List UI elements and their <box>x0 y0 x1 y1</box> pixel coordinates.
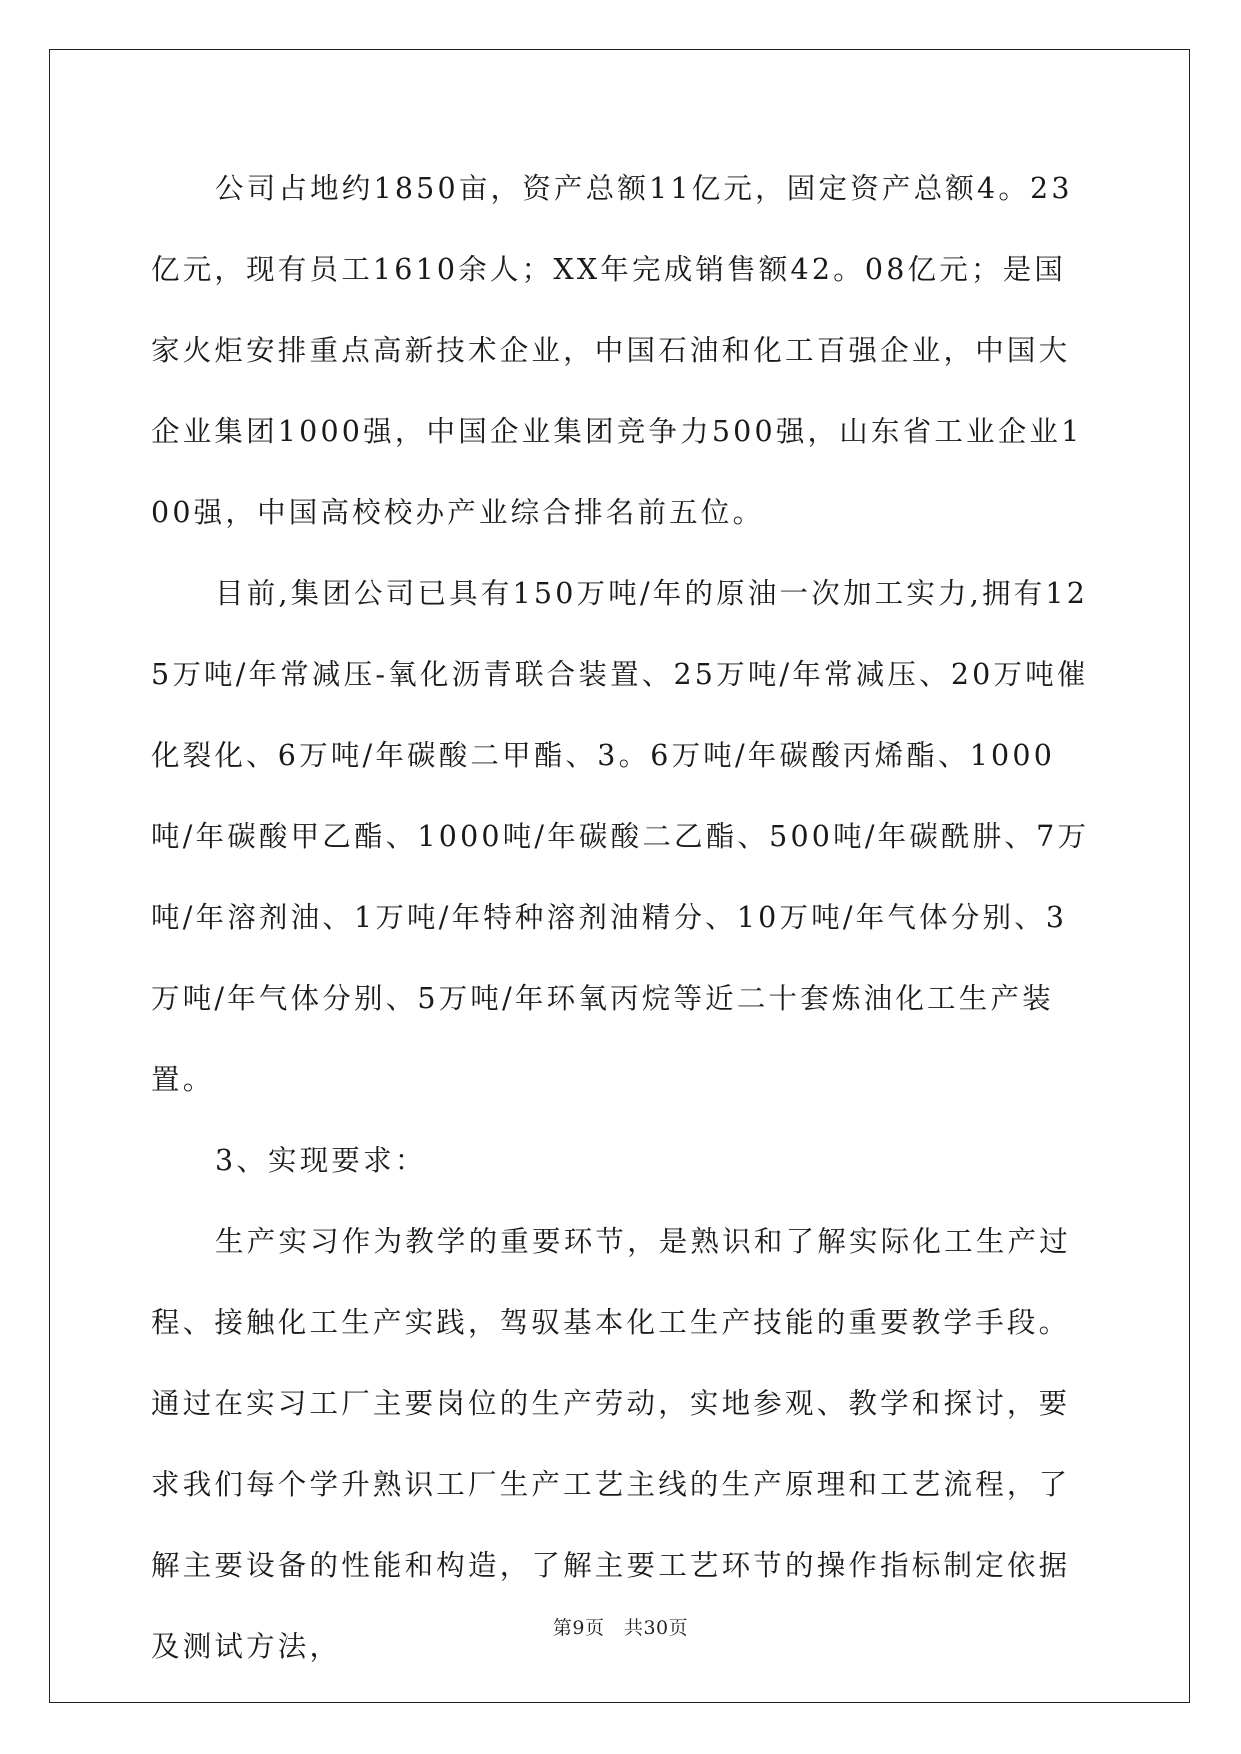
paragraph-company-overview: 公司占地约1850亩，资产总额11亿元，固定资产总额4。23亿元，现有员工1610余人；XX年完成销售额42。08亿元；是国家火炬安排重点高新技术企业，中国石油和化工百强企业，中国大企业集团1000强，中国企业集团竞争力500强，山东省工业企业100强，中国高校校办产业综合排名前五位。 <box>151 172 1083 529</box>
section-heading-requirements: 3、实现要求： <box>215 1144 427 1177</box>
paragraph-internship-requirements: 生产实习作为教学的重要环节，是熟识和了解实际化工生产过程、接触化工生产实践，驾驭基本化工生产技能的重要教学手段。通过在实习工厂主要岗位的生产劳动，实地参观、教学和探讨，要求我们每个学升熟识工厂生产工艺主线的生产原理和工艺流程，了解主要设备的性能和构造，了解主要工艺环节的操作指标制定依据及测试方法， <box>151 1225 1071 1663</box>
document-body <box>151 148 1091 1687</box>
page-number-footer: 第9页 共30页 <box>552 1617 689 1639</box>
paragraph-production-capacity: 目前,集团公司已具有150万吨/年的原油一次加工实力,拥有125万吨/年常减压-氧化沥青联合装置、25万吨/年常减压、20万吨催化裂化、6万吨/年碳酸二甲酯、3。6万吨/年碳酸丙烯酯、1000吨/年碳酸甲乙酯、1000吨/年碳酸二乙酯、500吨/年碳酰肼、7万吨/年溶剂油、1万吨/年特种溶剂油精分、10万吨/年气体分别、3万吨/年气体分别、5万吨/年环氧丙烷等近二十套炼油化工生产装置。 <box>151 577 1090 1096</box>
